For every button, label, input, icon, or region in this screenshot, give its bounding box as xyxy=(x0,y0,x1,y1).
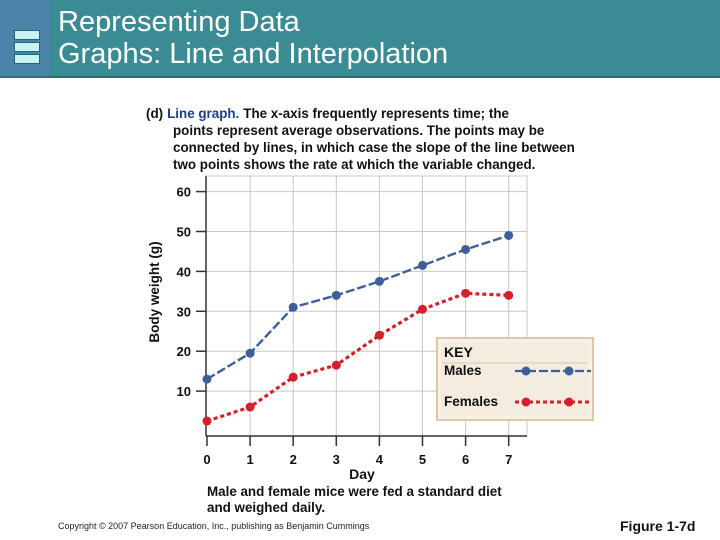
data-point-males xyxy=(289,303,298,312)
data-point-males xyxy=(418,261,427,270)
y-tick-label: 10 xyxy=(176,384,191,400)
legend-label-males: Males xyxy=(444,363,482,378)
chart-legend xyxy=(437,338,593,420)
data-point-females xyxy=(375,331,384,340)
x-tick-label: 4 xyxy=(375,452,384,467)
copyright-notice: Copyright © 2007 Pearson Education, Inc., publishing as Benjamin Cummings xyxy=(58,521,370,531)
x-tick-label: 0 xyxy=(203,452,211,467)
x-tick-label: 6 xyxy=(461,452,470,467)
x-axis-label: Day xyxy=(349,466,375,482)
data-point-females xyxy=(504,291,513,300)
x-tick-label: 5 xyxy=(418,452,427,467)
caption-label: (d) xyxy=(146,106,164,121)
data-point-males xyxy=(461,245,470,254)
figure-label: Figure 1-7d xyxy=(620,518,696,534)
chart-note-line-1: Male and female mice were fed a standard diet xyxy=(207,484,502,499)
legend-marker-females xyxy=(565,398,574,407)
caption-line-4: two points shows the rate at which the variable changed. xyxy=(173,157,536,172)
legend-label-females: Females xyxy=(444,394,499,409)
legend-marker-females xyxy=(522,398,531,407)
data-point-females xyxy=(289,373,298,382)
slide-title-line-1: Representing Data xyxy=(58,6,300,38)
data-point-females xyxy=(461,289,470,298)
data-point-males xyxy=(332,291,341,300)
y-tick-label: 40 xyxy=(176,264,191,280)
data-point-females xyxy=(203,417,212,426)
caption-line-1: The x-axis frequently represents time; the xyxy=(243,106,509,121)
x-tick-label: 1 xyxy=(246,452,254,467)
legend-marker-males xyxy=(565,367,574,376)
chart-note-line-2: and weighed daily. xyxy=(207,500,326,515)
legend-title: KEY xyxy=(444,344,473,360)
data-point-males xyxy=(203,375,212,384)
caption-line-2: points represent average observations. The points may be xyxy=(173,123,545,138)
data-point-females xyxy=(246,403,255,412)
slide-title-line-2: Graphs: Line and Interpolation xyxy=(58,38,449,70)
data-point-females xyxy=(418,305,427,314)
caption-line-3: connected by lines, in which case the slope of the line between xyxy=(173,140,575,155)
data-point-females xyxy=(332,361,341,370)
y-tick-label: 50 xyxy=(176,224,191,240)
x-tick-label: 2 xyxy=(289,452,297,467)
legend-marker-males xyxy=(522,367,531,376)
data-point-males xyxy=(246,349,255,358)
y-tick-label: 60 xyxy=(176,184,191,200)
caption-title: Line graph. xyxy=(167,106,240,121)
x-tick-label: 3 xyxy=(332,452,340,467)
data-point-males xyxy=(504,231,513,240)
x-tick-label: 7 xyxy=(505,452,513,467)
y-tick-label: 30 xyxy=(176,304,191,320)
y-axis-label: Body weight (g) xyxy=(147,241,162,343)
data-point-males xyxy=(375,277,384,286)
y-tick-label: 20 xyxy=(176,344,191,360)
